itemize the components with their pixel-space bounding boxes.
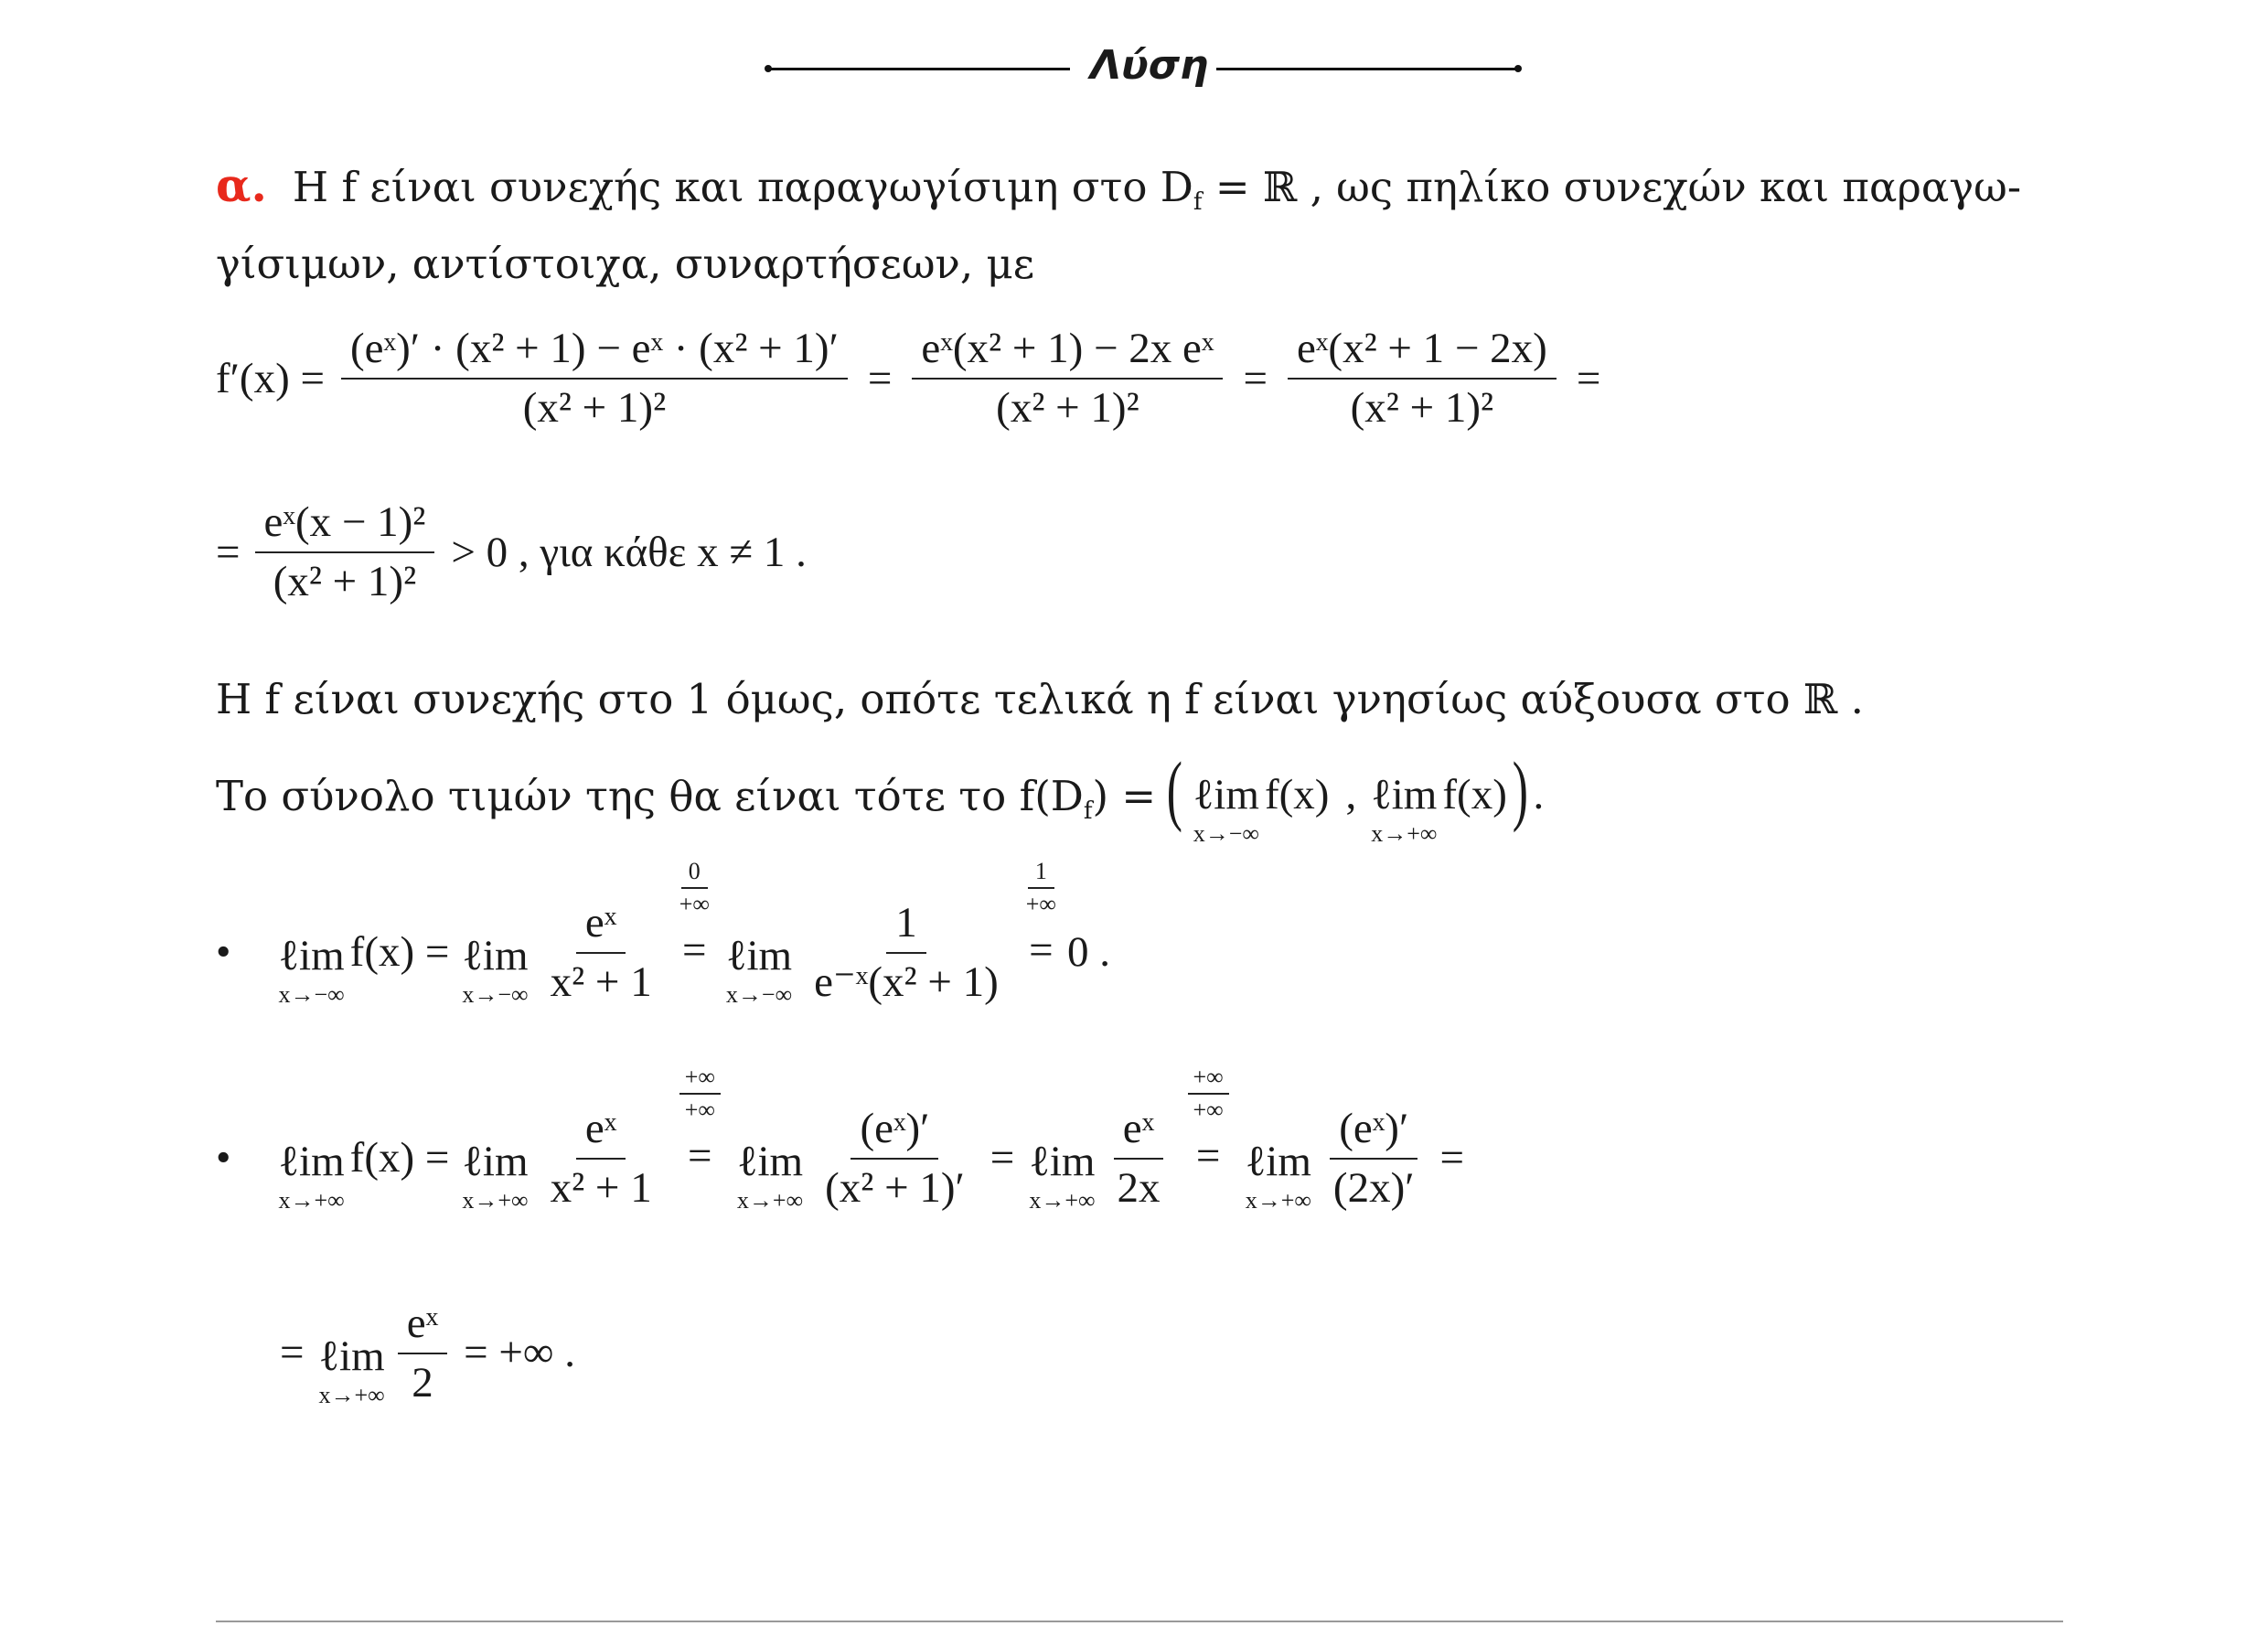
lim-word: ℓim [278, 932, 345, 979]
range-comma: , [1345, 771, 1357, 818]
fraction-numerator: 1 [886, 902, 926, 954]
lim-word: ℓim [1245, 1138, 1311, 1185]
fraction-denominator: (x² + 1)² [1350, 384, 1494, 432]
monotonicity-statement: Η f είναι συνεχής στο 1 όμως, οπότε τελικά η f είναι γνησίως αύξουσα στο ℝ . [216, 675, 1864, 723]
limit-form-equals: 1 +∞ = [1025, 858, 1056, 974]
derivative-fraction-3 [1288, 327, 1557, 430]
intro-text-end: = ℝ , ως πηλίκο συνεχών και παραγω- [1202, 163, 2022, 211]
fraction-numerator: (eˣ)′ [1330, 1107, 1418, 1160]
limit-fraction-4 [1324, 1104, 1424, 1212]
fraction-numerator: eˣ [576, 902, 626, 954]
limit-operator [318, 1332, 385, 1408]
lim-word: ℓim [278, 1138, 345, 1185]
range-end: . [1533, 771, 1545, 818]
limit-fraction-5 [398, 1299, 447, 1407]
derivative-condition: > 0 , για κάθε x ≠ 1 . [451, 528, 807, 576]
fraction-denominator: (x² + 1)² [273, 558, 417, 605]
limit-fraction-3 [1108, 1104, 1170, 1212]
limit-fraction-2 [805, 898, 1008, 1006]
header-right-rule [1216, 68, 1518, 70]
equals-sign: = [1576, 354, 1601, 402]
footer-divider [216, 1621, 2063, 1622]
range-sub: f [1083, 797, 1093, 826]
range-prefix [216, 772, 1157, 826]
range-after: ) = [1092, 772, 1157, 820]
limit-operator [725, 932, 793, 1008]
limit-fraction-2 [816, 1104, 974, 1212]
lim-subscript: x→+∞ [318, 1382, 385, 1408]
derivative-line-2 [216, 498, 807, 605]
limit-operator [737, 1140, 803, 1213]
fraction-denominator: x² + 1 [550, 1163, 652, 1212]
bullet-limit-minus-infinity [216, 858, 1110, 1009]
part-a-intro [216, 158, 2022, 217]
limit-fraction-1 [541, 1104, 661, 1212]
range-fx-left: f(x) [1264, 771, 1330, 818]
fraction-numerator: (eˣ)′ [850, 1107, 938, 1160]
fraction-numerator: eˣ(x² + 1 − 2x) [1288, 327, 1557, 380]
range-prefix-text: Το σύνολο τιμών της θα είναι τότε το f(D [216, 772, 1084, 820]
bullet-marker: • [216, 1134, 231, 1182]
limit-operator [1246, 1140, 1311, 1213]
intro-text-start: Η f είναι συνεχής και παραγωγίσιμη στο D [292, 163, 1193, 211]
limit-operator [278, 1140, 344, 1213]
fraction-denominator: x² + 1 [550, 957, 652, 1006]
equals-sign: = [1243, 354, 1268, 402]
part-label: α. [216, 158, 267, 212]
fraction-numerator: (eˣ)′ · (x² + 1) − eˣ · (x² + 1)′ [341, 327, 848, 380]
equals-sign: = [216, 528, 241, 576]
fraction-numerator: eˣ(x − 1)² [255, 501, 435, 553]
fraction-numerator: eˣ [576, 1107, 626, 1160]
derivative-fraction-4 [255, 498, 435, 605]
limit-fx: f(x) = [349, 928, 450, 976]
limit-result: = +∞ . [464, 1329, 575, 1376]
fraction-denominator: (2x)′ [1332, 1163, 1415, 1212]
lim-word: ℓim [318, 1332, 385, 1380]
lim-subscript: x→+∞ [1029, 1187, 1096, 1214]
equals-sign: = [867, 354, 893, 402]
lim-subscript: x→−∞ [462, 981, 529, 1008]
lim-subscript: x→−∞ [725, 981, 793, 1008]
limit-operator [462, 932, 529, 1008]
form-top: 1 [1028, 860, 1054, 889]
intro-sub: f [1193, 188, 1203, 217]
range-statement [216, 745, 1545, 847]
lim-word: ℓim [1371, 771, 1438, 818]
lim-word: ℓim [462, 932, 529, 979]
fraction-denominator: (x² + 1)² [522, 384, 667, 432]
derivative-fraction-2 [912, 327, 1223, 430]
derivative-line-1 [216, 327, 1600, 430]
limit-fx: f(x) = [349, 1134, 450, 1182]
lim-word: ℓim [1029, 1138, 1096, 1185]
form-top: 0 [681, 860, 708, 889]
range-fx-right: f(x) [1442, 771, 1507, 818]
fraction-denominator: 2x [1117, 1163, 1161, 1212]
fraction-numerator: eˣ [398, 1302, 447, 1354]
intro-line-2: γίσιμων, αντίστοιχα, συναρτήσεων, με [216, 240, 1035, 288]
form-bottom: +∞ [1193, 1096, 1224, 1123]
fraction-denominator: e⁻ˣ(x² + 1) [814, 957, 999, 1006]
derivative-lhs: f′(x) = [216, 354, 325, 402]
lim-word: ℓim [725, 932, 793, 979]
fraction-numerator: eˣ [1114, 1107, 1163, 1160]
limit-operator [278, 932, 345, 1008]
limit-form-equals: +∞ +∞ = [1188, 1065, 1229, 1178]
header-left-rule [768, 68, 1070, 70]
lim-word: ℓim [1193, 771, 1259, 818]
form-top: +∞ [1188, 1065, 1229, 1095]
bullet-2-continuation [280, 1299, 575, 1407]
derivative-fraction-1 [341, 327, 848, 430]
left-paren: ( [1166, 745, 1183, 833]
equals-sign: = [990, 1134, 1015, 1182]
lim-word: ℓim [736, 1138, 804, 1185]
fraction-denominator: 2 [412, 1358, 433, 1407]
bullet-marker: • [216, 928, 231, 976]
equals-sign: = [1439, 1134, 1465, 1182]
lim-subscript: x→−∞ [1193, 820, 1259, 847]
equals-sign: = [280, 1329, 305, 1376]
right-paren: ) [1512, 745, 1528, 833]
header-right-dot [1514, 65, 1522, 72]
fraction-numerator: eˣ(x² + 1) − 2x eˣ [912, 327, 1223, 380]
limit-operator [1193, 771, 1259, 847]
form-bottom: +∞ [684, 1096, 715, 1123]
limit-result: 0 . [1066, 928, 1110, 976]
lim-subscript: x→+∞ [1245, 1187, 1311, 1214]
form-top: +∞ [679, 1065, 721, 1095]
page-title: Λύση [1090, 42, 1209, 89]
limit-operator [1029, 1140, 1095, 1213]
lim-subscript: x→−∞ [278, 981, 345, 1008]
lim-subscript: x→+∞ [278, 1187, 345, 1214]
fraction-denominator: (x² + 1)′ [825, 1163, 965, 1212]
fraction-denominator: (x² + 1)² [996, 384, 1139, 432]
limit-form-equals: 0 +∞ = [679, 858, 710, 974]
lim-word: ℓim [462, 1138, 529, 1185]
form-bottom: +∞ [1025, 891, 1056, 917]
bullet-limit-plus-infinity [216, 1064, 1465, 1214]
lim-subscript: x→+∞ [1371, 820, 1438, 847]
lim-subscript: x→+∞ [462, 1187, 529, 1214]
limit-operator [1371, 771, 1438, 847]
lim-subscript: x→+∞ [736, 1187, 804, 1214]
form-bottom: +∞ [679, 891, 710, 917]
limit-operator [462, 1140, 528, 1213]
limit-form-equals: +∞ +∞ = [679, 1065, 721, 1178]
limit-fraction-1 [541, 898, 661, 1006]
